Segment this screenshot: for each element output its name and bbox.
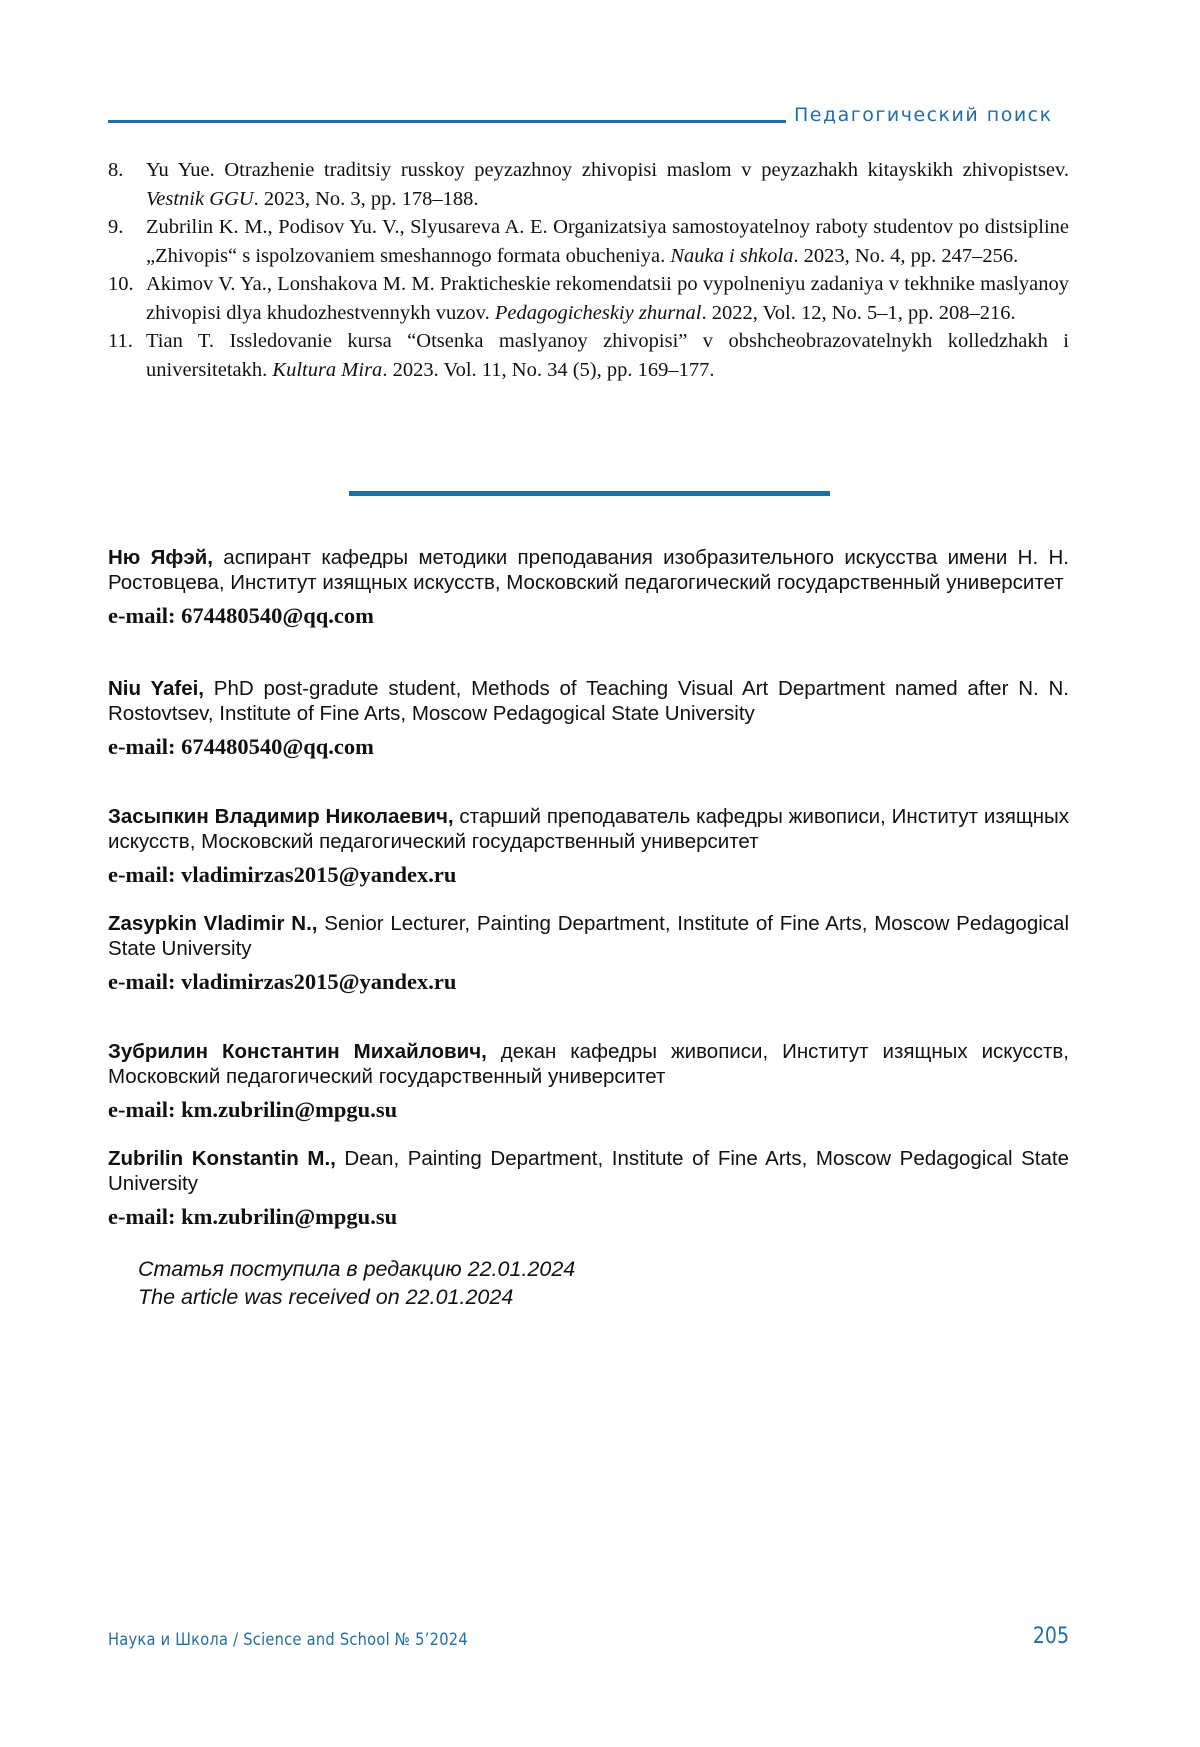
- section-title: Педагогический поиск: [794, 104, 1053, 126]
- author-description: Зубрилин Константин Михайлович, декан кафедры живописи, Институт изящных искусств, Московский педагогический государственный университет: [108, 1040, 1069, 1088]
- reference-text: Yu Yue. Otrazhenie traditsiy russkoy peyzazhnoy zhivopisi maslom v peyzazhakh kitayskikh zhivopistsev. Vestnik GGU. 2023, No. 3, pp. 178–188.: [146, 159, 1069, 210]
- received-note: [138, 1255, 575, 1311]
- author-name: Zasypkin Vladimir N.,: [108, 912, 318, 935]
- author-name: Ню Яфэй,: [108, 546, 213, 569]
- author-email: e-mail: 674480540@qq.com: [108, 734, 374, 759]
- reference-number: 10.: [108, 273, 134, 295]
- reference-item: [108, 156, 1069, 213]
- received-en: The article was received on 22.01.2024: [138, 1285, 514, 1309]
- author-block: [108, 911, 1069, 995]
- author-email: e-mail: vladimirzas2015@yandex.ru: [108, 969, 457, 994]
- author-description: Ню Яфэй, аспирант кафедры методики преподавания изобразительного искусства имени Н. Н. Ростовцева, Институт изящных искусств, Московский педагогический государственный университет: [108, 546, 1069, 594]
- reference-text: Zubrilin K. M., Podisov Yu. V., Slyusareva A. E. Organizatsiya samostoyatelnoy raboty studentov po distsipline „Zhivopis“ s ispolzovaniem smeshannogo formata obucheniya. Nauka i shkola. 2023, No. 4, pp. 247–256.: [146, 216, 1069, 267]
- author-name: Zubrilin Konstantin M.,: [108, 1147, 336, 1170]
- author-block: [108, 676, 1069, 760]
- author-email: e-mail: 674480540@qq.com: [108, 603, 374, 628]
- reference-item: [108, 270, 1069, 327]
- reference-item: [108, 213, 1069, 270]
- reference-number: 8.: [108, 159, 124, 181]
- header-rule: [108, 120, 786, 123]
- reference-source: Kultura Mira: [272, 358, 383, 381]
- author-description: Zubrilin Konstantin M., Dean, Painting Department, Institute of Fine Arts, Moscow Pedagogical State University: [108, 1147, 1069, 1195]
- reference-text: Akimov V. Ya., Lonshakova M. M. Prakticheskie rekomendatsii po vypolneniyu zadaniya v tekhnike maslyanoy zhivopisi dlya khudozhestvennykh vuzov. Pedagogicheskiy zhurnal. 2022, Vol. 12, No. 5–1, pp. 208–216.: [146, 273, 1069, 324]
- author-email: e-mail: km.zubrilin@mpgu.su: [108, 1097, 398, 1122]
- author-block: [108, 804, 1069, 888]
- section-divider: [349, 491, 830, 496]
- reference-list: [108, 156, 1069, 384]
- reference-number: 11.: [108, 330, 133, 352]
- author-description: Засыпкин Владимир Николаевич, старший преподаватель кафедры живописи, Институт изящных искусств, Московский педагогический государственный университет: [108, 805, 1070, 853]
- reference-source: Pedagogicheskiy zhurnal: [494, 301, 702, 324]
- reference-source: Vestnik GGU: [146, 187, 254, 210]
- received-ru: Статья поступила в редакцию 22.01.2024: [138, 1257, 576, 1281]
- reference-number: 9.: [108, 216, 124, 238]
- reference-text: Tian T. Issledovanie kursa “Otsenka maslyanoy zhivopisi” v obshcheobrazovatelnykh kolledzhakh i universitetakh. Kultura Mira. 2023. Vol. 11, No. 34 (5), pp. 169–177.: [146, 330, 1069, 381]
- author-name: Niu Yafei,: [108, 677, 205, 700]
- author-block: [108, 1146, 1069, 1230]
- reference-item: [108, 327, 1069, 384]
- author-email: e-mail: vladimirzas2015@yandex.ru: [108, 862, 457, 887]
- footer-journal: Наука и Школа / Science and School № 5’2024: [108, 1630, 468, 1650]
- reference-source: Nauka i shkola: [670, 244, 794, 267]
- author-email: e-mail: km.zubrilin@mpgu.su: [108, 1204, 398, 1229]
- author-block: [108, 545, 1069, 629]
- author-block: [108, 1039, 1069, 1123]
- author-description: Niu Yafei, PhD post-gradute student, Methods of Teaching Visual Art Department named after N. N. Rostovtsev, Institute of Fine Arts, Moscow Pedagogical State University: [108, 677, 1069, 725]
- page-number: 205: [1032, 1624, 1069, 1649]
- author-name: Засыпкин Владимир Николаевич,: [108, 805, 454, 828]
- author-description: Zasypkin Vladimir N., Senior Lecturer, Painting Department, Institute of Fine Arts, Moscow Pedagogical State University: [108, 912, 1069, 960]
- author-name: Зубрилин Константин Михайлович,: [108, 1040, 487, 1063]
